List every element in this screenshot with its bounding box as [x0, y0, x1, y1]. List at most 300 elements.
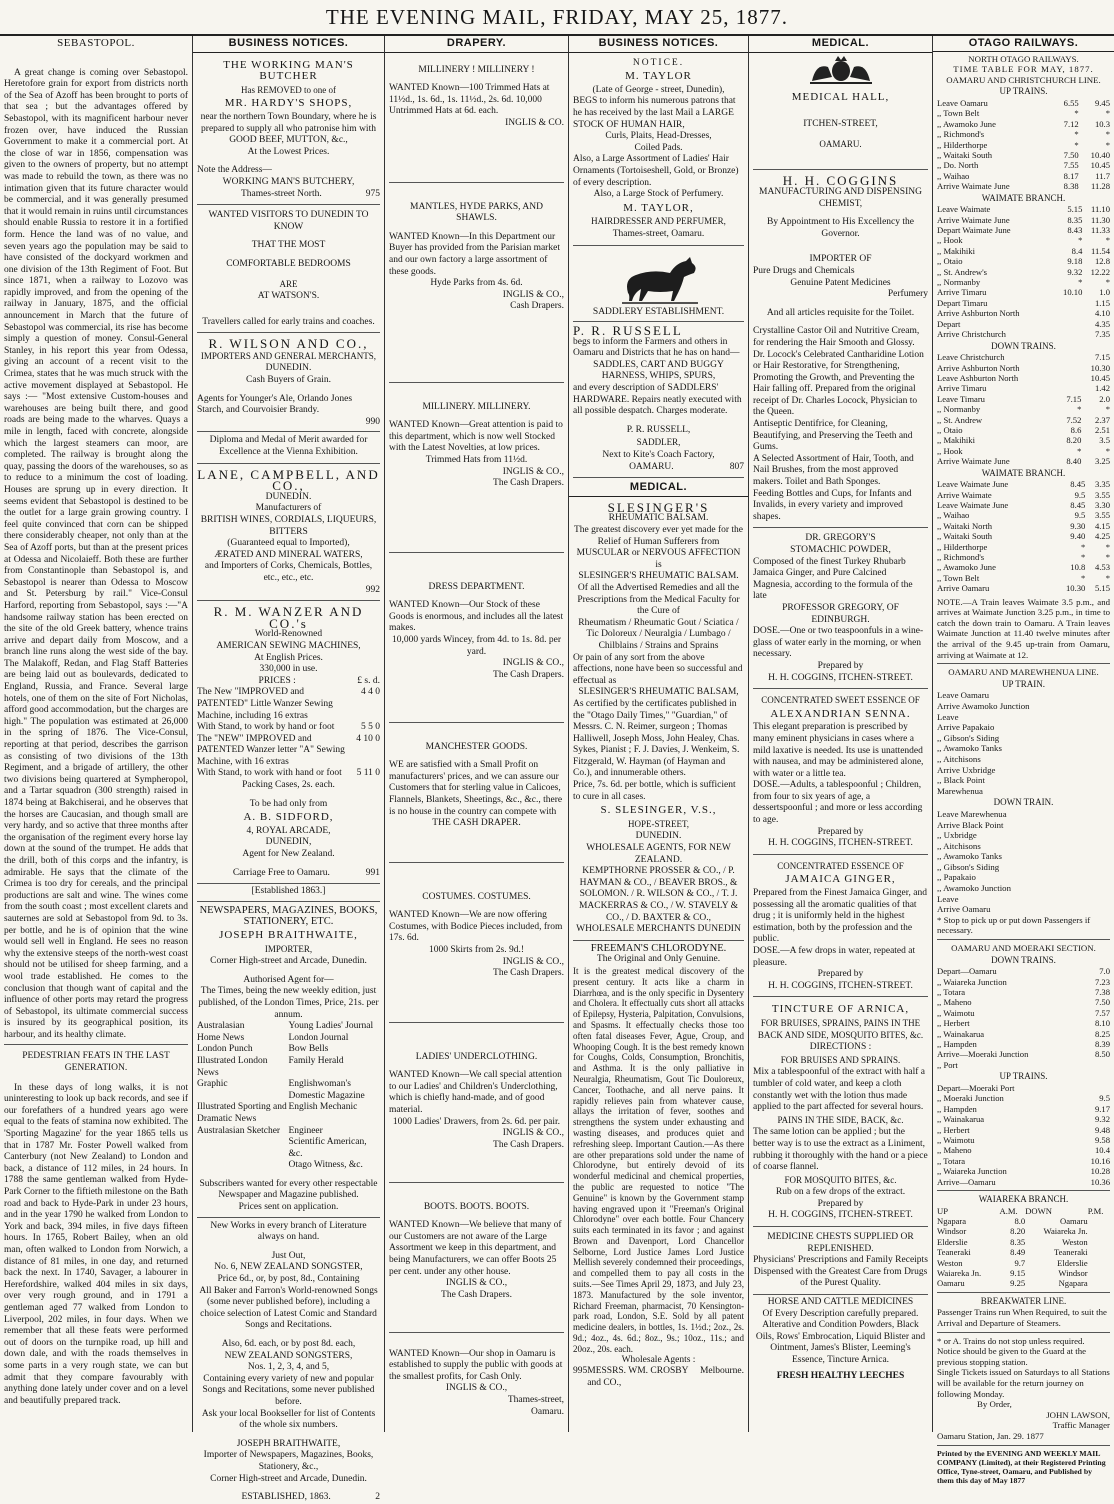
- advert-number: 995: [573, 1366, 588, 1377]
- departure-time: 8.45: [1070, 479, 1086, 490]
- departure-time: *: [1105, 277, 1110, 288]
- station-name: Leave Marewhenua: [937, 808, 1007, 819]
- station-name: Arrive Papakaio: [937, 722, 995, 733]
- advert-line: FOR BRUISES AND SPRAINS.: [780, 1054, 901, 1065]
- advert-body: WANTED Known—100 Trimmed Hats at 11½d., 1s. 6d., 1s. 11½d., 2s. 6d. 10,000 Untrimmed Hats at 6d. each.: [389, 83, 550, 117]
- timetable-row: [937, 1258, 1110, 1268]
- advert-number: 807: [729, 461, 744, 472]
- timetable-row: [937, 108, 1110, 118]
- departure-time: 9.18: [1067, 256, 1083, 267]
- station-name: Arrive—Oamaru: [937, 1176, 996, 1187]
- advert-line: Importer of Newspapers, Magazines, Books, Stationery, &c.,: [203, 1450, 374, 1472]
- advert-line: No. 6, NEW ZEALAND SONGSTER,: [214, 1262, 363, 1273]
- timetable-moeraki-down: [937, 966, 1110, 1070]
- price-value: 5 5 0: [361, 722, 380, 733]
- timetable-row: [937, 150, 1110, 160]
- publication-name: [197, 1137, 289, 1160]
- departure-time: *: [1077, 445, 1082, 456]
- advert-line: PROFESSOR GREGORY, OF EDINBURGH.: [782, 602, 899, 625]
- timetable-section: UP TRAINS.: [999, 86, 1048, 97]
- section-heading: MEDICAL.: [749, 36, 932, 53]
- station-name: ,, Maheno: [937, 997, 972, 1008]
- departure-time: 8.20: [1010, 1226, 1026, 1237]
- station-name: ,, Awamoko Junction: [937, 883, 1011, 894]
- station-name: Leave: [937, 893, 959, 904]
- departure-time: 9.45: [1094, 97, 1110, 108]
- advert-line: Also, 6d. each, or by post 8d. each,: [221, 1339, 356, 1349]
- timetable-row: [937, 98, 1110, 108]
- timetable-signature: By Order,: [977, 1399, 1012, 1410]
- advert-line: Hyde Parks from 4s. 6d.: [430, 278, 523, 289]
- advert-line: New Works in every branch of Literature always on hand.: [210, 1220, 367, 1243]
- advert-line: H. H. COGGINS, ITCHEN-STREET.: [768, 838, 913, 849]
- station-name: ,, Waiareka Junction: [937, 976, 1007, 987]
- masthead-title: THE EVENING MAIL, FRIDAY, MAY 25, 1877.: [325, 5, 789, 29]
- departure-time: *: [1105, 139, 1110, 150]
- article-heading: SEBASTOPOL.: [57, 37, 135, 49]
- article-paragraph: In these days of long walks, it is not uninteresting to look up back records, and see if our forefathers of a hundred years ago were equal to the feats of stamina now exhibited. The 'Sporting Magazine' for the year 1865 tells us that in 1787 Mr. Foster Powell walked from Canterbury (not New Zealand) to London and back, a distance of 112 miles, in 24 hours. In 1788 the same gentleman walked from Hyde-Park Corner to the fiftieth milestone on the Bath road and back to Hyde-Park in under 23 hours, and in the year 1790 he walked from London to York and back, 394 miles, in five days fifteen hours. In 1765, Robert Bailey, when an old man, often walked to London from Norwich, a distance of 81 miles, in one day, and returned back the next. In 1740, Savager, a labourer in Herefordshire, walked 404 miles in six days, over very rough ground, and in 1791 a gentleman aged 77 walked from London to Liverpool, 202 miles, in four days. When we remember that all these feats were performed out of doors on the turnpike road, up hill and down dale, and with the roads themselves in some parts in a very rough state, we can but admit that they compare favourably with anything done lately under cover and on a level and beautifully prepared track.: [4, 1082, 188, 1406]
- station-name: Weston: [937, 1257, 963, 1268]
- advert-line: WHOLESALE MERCHANTS DUNEDIN: [576, 924, 741, 935]
- advert-signature: The Cash Drapers.: [493, 669, 564, 680]
- timetable-moeraki-up: [937, 1083, 1110, 1187]
- column-medical: [749, 36, 932, 1432]
- timetable-section: WAIMATE BRANCH.: [981, 467, 1066, 478]
- advert-title: TINCTURE OF ARNICA,: [771, 1003, 910, 1016]
- departure-time: [1059, 363, 1081, 373]
- timetable-row: [937, 1216, 1110, 1226]
- advert-line: JOSEPH BRAITHWAITE,: [219, 929, 358, 941]
- publication-row: [197, 1160, 380, 1172]
- station-name: Arrive Timaru: [937, 383, 987, 394]
- timetable-row: [937, 181, 1110, 191]
- departure-time: 3.55: [1094, 489, 1110, 500]
- advert-line: Packing Cases, 2s. each.: [242, 780, 335, 791]
- departure-time: *: [1105, 541, 1110, 552]
- advert-line: At English Prices.: [254, 652, 323, 663]
- advert-body: Dr. Locock's Celebrated Cantharidine Lotion or Hair Restorative, for Strengthening, Promoting the Growth, and Preventing the Hair falling off. Prepared from the original receipt of Dr. Charles Locock, Physician to the Queen.: [753, 349, 924, 418]
- advert-list: Rheumatism / Rheumatic Gout / Sciatica / Tic Doloreux / Neuralgia / Lumbago / Chilblains / Strains and Sprains: [578, 617, 739, 651]
- departure-time: 2.37: [1094, 414, 1110, 425]
- advert-coggins: [753, 172, 928, 528]
- advert-body: Price, 7s. 6d. per bottle, which is sufficient to cure in all cases.: [573, 780, 736, 802]
- departure-time: 9.32: [1094, 1114, 1110, 1125]
- timetable-note: Passenger Trains run When Required, to suit the Arrival and Departure of Steamers.: [937, 1307, 1107, 1328]
- advert-line: Price 6d., or, by post, 8d., Containing: [217, 1274, 360, 1285]
- advert-line: Prepared by: [817, 660, 864, 671]
- advert-body: Of Every Description carefully prepared. Alterative and Condition Powders, Black Oils, Rows' Embrocation, Liquid Blister and Ointment, James's Blister, Leeming's Essence, Tincture Arnica.: [755, 1308, 926, 1365]
- timetable-row: [937, 140, 1110, 150]
- advert-body: As certified by the certificates published in the "Otago Daily Times," "Guardian," of Messrs. C. N. Reimer, surgeon ; Thomas Halliwell, Joseph Moss, John Healey, Chas. Sykes, Pianist ; F. J. Davies, J. Wenkeim, S. Fitzgerald, W. Hayman (of Hayman and Co.), and innumerable others.: [573, 698, 740, 779]
- departure-time: [1059, 383, 1081, 393]
- advert-line: NOTICE.: [632, 57, 685, 68]
- advert-title: MEDICINE CHESTS SUPPLIED OR REPLENISHED.: [767, 1232, 914, 1254]
- station-name: ,, St. Andrew: [937, 414, 983, 425]
- advert-line: H. H. COGGINS, ITCHEN-STREET.: [768, 980, 913, 991]
- departure-time: 8.0: [1014, 1215, 1026, 1226]
- station-name: Elderslie: [937, 1236, 968, 1247]
- advert-signature: INGLIS & CO.: [505, 117, 564, 128]
- station-name: ,, Uxbridge: [937, 830, 977, 841]
- departure-time: 8.20: [1066, 435, 1082, 446]
- advert-title: MANCHESTER GOODS.: [425, 741, 528, 752]
- departure-time: [1059, 373, 1081, 383]
- advert-signature: The Cash Drapers.: [493, 1139, 564, 1150]
- departure-time: 9.15: [1010, 1267, 1026, 1278]
- advert-body: WANTED Known—We call special attention to our Ladies' and Children's Underclothing, which is chiefly hand-made, and of good material.: [389, 1070, 562, 1115]
- timetable-row: [937, 446, 1110, 456]
- departure-time: 4.25: [1094, 531, 1110, 542]
- timetable-date: Oamaru Station, Jan. 29. 1877: [937, 1430, 1044, 1441]
- departure-time: *: [1105, 572, 1110, 583]
- advert-line: Authorised Agent for—: [243, 974, 334, 985]
- advert-body: BEGS to inform his numerous patrons that he has received by the last Mail a LARGE STOCK OF HUMAN HAIR,: [573, 96, 736, 130]
- departure-time: 7.52: [1066, 414, 1082, 425]
- station-name: ,, Waihao: [937, 170, 970, 181]
- advert-body: Crystalline Castor Oil and Nutritive Cream, for rendering the Hair Smooth and Glossy.: [753, 326, 920, 348]
- column-header: P.M.: [1087, 1205, 1104, 1216]
- departure-time: *: [1105, 235, 1110, 246]
- station-name: Arrive Waimate: [937, 489, 992, 500]
- column-business-notices-2: [569, 36, 748, 1432]
- column-header: DOWN: [1025, 1205, 1052, 1216]
- departure-time: 8.6: [1070, 424, 1082, 435]
- advert-line: Note the Address—: [197, 165, 272, 176]
- column-drapery: [385, 36, 568, 1432]
- timetable-row: [937, 287, 1110, 297]
- publication-name: Bow Bells: [288, 1044, 329, 1055]
- advert-costumes: [389, 865, 564, 1023]
- timetable-waiareka-branch: [937, 1206, 1110, 1289]
- advert-line: DUNEDIN,: [265, 837, 312, 848]
- station-name: ,, Black Point: [937, 775, 985, 786]
- departure-time: 7.15: [1094, 352, 1110, 363]
- publication-row: [197, 1126, 380, 1138]
- advert-line: IMPORTERS AND GENERAL MERCHANTS,: [200, 350, 377, 361]
- advert-body: Composed of the finest Turkey Rhubarb Jamaica Ginger, and Pure Calcined Magnesia, according to the formula of the late: [753, 556, 913, 602]
- departure-time: 11.33: [1090, 225, 1110, 236]
- station-name: Teaneraki: [937, 1247, 971, 1258]
- timetable-row: [937, 1247, 1110, 1257]
- departure-time: 8.49: [1010, 1247, 1026, 1258]
- price-item: The New "IMPROVED and PATENTED" Little Wanzer Sewing Machine, including 16 extras: [197, 687, 333, 721]
- advert-body: WANTED Known—We believe that many of our Customers are not aware of the Large Assortment we keep in this department, and being Manufacturers, we can offer Boots 25 per cent. under any other house.: [389, 1220, 562, 1277]
- publication-name: Illustrated London News: [197, 1055, 268, 1078]
- advert-gregory: [753, 530, 928, 689]
- departure-time: 8.10: [1094, 1018, 1110, 1029]
- departure-time: *: [1081, 541, 1086, 552]
- advert-line: JOSEPH BRAITHWAITE,: [236, 1438, 341, 1449]
- station-name: ,, Waiareka Junction: [937, 1166, 1007, 1177]
- station-name: Leave: [937, 711, 959, 722]
- advert-signature: INGLIS & CO.,: [502, 956, 564, 967]
- departure-time: *: [1074, 129, 1079, 140]
- advert-title: FREEMAN'S CHLORODYNE.: [590, 942, 727, 954]
- timetable-section: DOWN TRAINS.: [991, 954, 1056, 965]
- timetable-row: [937, 277, 1110, 287]
- timetable-row: [937, 1104, 1110, 1114]
- advert-line: 330,000 in use.: [259, 664, 318, 675]
- departure-time: 9.58: [1094, 1134, 1110, 1145]
- timetable-row: [937, 435, 1110, 445]
- publication-name: Scientific American, &c.: [288, 1137, 367, 1159]
- price-item: With Stand, to work with hand or foot: [197, 768, 342, 779]
- advert-number: 2: [375, 1492, 380, 1503]
- advert-line: PAINS IN THE SIDE, BACK, &c.: [777, 1114, 904, 1125]
- advert-horse-cattle: [753, 1297, 928, 1382]
- timetable-stations: [937, 809, 1110, 915]
- timetable-row: [937, 521, 1110, 531]
- advert-body: Feeding Bottles and Cups, for Infants and Invalids, in every variety and improved shapes.: [753, 488, 912, 522]
- advert-underclothing: [389, 1025, 564, 1183]
- departure-time: 9.5: [1074, 510, 1086, 521]
- departure-time: [1055, 308, 1083, 318]
- advert-line: ESTABLISHED, 1863.: [241, 1492, 331, 1503]
- advert-medicine-chests: [753, 1229, 928, 1295]
- departure-time: *: [1105, 404, 1110, 415]
- departure-time: Weston: [1062, 1236, 1088, 1247]
- section-heading: BUSINESS NOTICES.: [569, 36, 748, 53]
- advert-line: SLESINGER'S RHEUMATIC BALSAM,: [578, 687, 739, 698]
- advert-line: THAT THE MOST: [251, 240, 326, 251]
- departure-time: 8.4: [1071, 245, 1083, 256]
- advert-line: ÆRATED AND MINERAL WATERS,: [214, 549, 363, 560]
- station-name: ,, Waitaki North: [937, 520, 992, 531]
- station-name: Arrive Ashburton North: [937, 362, 1020, 373]
- station-name: Arrive Oamaru: [937, 904, 991, 915]
- masthead: [0, 0, 1114, 36]
- advert-line: Wholesale Agents :: [621, 1354, 696, 1365]
- departure-time: 10.4: [1094, 1145, 1110, 1156]
- timetable-row: [937, 531, 1110, 541]
- departure-time: Teaneraki: [1053, 1247, 1088, 1258]
- timetable-section: WAIMATE BRANCH.: [981, 192, 1066, 203]
- departure-time: *: [1105, 108, 1110, 119]
- departure-time: 4.53: [1094, 562, 1110, 573]
- timetable-title: NORTH OTAGO RAILWAYS.: [968, 53, 1079, 64]
- timetable-waimate-branch: [937, 204, 1110, 339]
- departure-time: 5.15: [1067, 204, 1083, 215]
- departure-time: 2.51: [1094, 424, 1110, 435]
- advert-signature: The Cash Drapers.: [493, 478, 564, 489]
- advert-line: Corner High-street and Arcade, Dunedin.: [210, 1473, 367, 1484]
- publication-name: London Punch: [197, 1044, 253, 1055]
- advert-line: HAIRDRESSER AND PERFUMER,: [591, 216, 726, 227]
- timetable-note: * Stop to pick up or put down Passengers if necessary.: [937, 914, 1091, 936]
- departure-time: [1088, 1247, 1110, 1257]
- departure-time: 8.50: [1094, 1049, 1110, 1060]
- station-name: Arrive Oamaru: [937, 583, 990, 594]
- station-name: Marewhenua: [937, 785, 983, 796]
- station-name: ,, Waitaki South: [937, 150, 993, 160]
- timetable-row: [937, 456, 1110, 466]
- station-name: Depart Timaru: [937, 297, 988, 308]
- timetable-subtitle: TIME TABLE FOR MAY, 1877.: [953, 64, 1094, 75]
- station-name: Waiareka Jn.: [937, 1267, 982, 1278]
- advert-body: Agents for Younger's Ale, Orlando Jones Starch, and Courvoisier Brandy.: [197, 393, 353, 416]
- station-name: ,, Awamoko June: [937, 562, 996, 573]
- advert-body: DOSE.—Adults, a tablespoonful ; Children, from four to six years of age, a dessertspoonful ; and more or less according to age.: [753, 780, 923, 826]
- advert-line: MANUFACTURING AND DISPENSING CHEMIST,: [759, 186, 922, 209]
- advert-line: IMPORTER OF: [809, 254, 872, 265]
- advert-line: P. R. RUSSELL: [573, 323, 683, 339]
- publication-name: Engineer: [288, 1125, 323, 1136]
- departure-time: [1088, 1237, 1110, 1247]
- advert-line: IMPORTER,: [264, 943, 313, 954]
- departure-time: 5.15: [1094, 583, 1110, 594]
- timetable-waimate-branch-2: [937, 479, 1110, 593]
- advert-line: and Importers of Corks, Chemicals, Bottles, etc., etc., etc.: [204, 561, 373, 583]
- station-name: ,, Totara: [937, 1155, 966, 1166]
- timetable-row: [937, 583, 1110, 593]
- departure-time: [1088, 1216, 1110, 1226]
- departure-time: *: [1105, 552, 1110, 562]
- station-name: ,, Maheno: [937, 1145, 972, 1156]
- departure-time: 7.55: [1063, 160, 1079, 171]
- departure-time: 9.30: [1070, 520, 1086, 531]
- advert-ginger: [753, 857, 928, 998]
- advert-medical-hall: [753, 87, 928, 171]
- column-header: UP: [937, 1205, 948, 1216]
- station-name: ,, Wainakarua: [937, 1028, 985, 1039]
- departure-time: 4.15: [1094, 520, 1110, 531]
- publication-name: Australasian Sketcher: [197, 1125, 281, 1136]
- advert-signature: The Cash Drapers.: [441, 1289, 512, 1300]
- timetable-row: [937, 500, 1110, 510]
- station-name: Depart—Oamaru: [937, 966, 997, 977]
- advert-body: Ask your local Bookseller for list of Contents of the whole six numbers.: [201, 1408, 376, 1431]
- advert-millinery: [389, 55, 564, 183]
- advert-line: Cash Buyers of Grain.: [246, 375, 331, 386]
- advert-list: KEMPTHORNE PROSSER & CO., / P. HAYMAN & CO., / BEAVER BROS., & SOLOMON. / R. WILSON & CO., / T. J. MACKERRAS & CO., / W. STAVELY & CO., / D. BAXTER & CO.,: [578, 866, 739, 923]
- station-name: Leave Ashburton North: [937, 372, 1019, 383]
- departure-time: 8.39: [1094, 1039, 1110, 1050]
- departure-time: 7.15: [1066, 393, 1082, 404]
- departure-time: 7.38: [1094, 987, 1110, 998]
- advert-line: Manufacturers of: [255, 503, 322, 514]
- timetable-row: [937, 1145, 1110, 1155]
- advert-line: A. B. SIDFORD,: [243, 811, 334, 824]
- departure-time: 10.10: [1063, 287, 1083, 298]
- departure-time: 12.8: [1094, 256, 1110, 267]
- advert-line: And all articles requisite for the Toilet.: [766, 307, 915, 318]
- advert-line: The Original and Only Genuine.: [596, 954, 721, 965]
- advert-body: Rub on a few drops of the extract.: [775, 1187, 906, 1198]
- timetable-row: [937, 1060, 1110, 1070]
- advert-freeman: [573, 943, 744, 1390]
- advert-line: CONCENTRATED SWEET ESSENCE OF: [761, 695, 920, 706]
- publication-name: [197, 1160, 289, 1172]
- advert-number: 975: [365, 188, 380, 199]
- station-name: Leave Timaru: [937, 393, 985, 404]
- publication-name: English Mechanic: [288, 1102, 358, 1113]
- section-heading: BUSINESS NOTICES.: [193, 36, 384, 53]
- timetable-row: [937, 160, 1110, 170]
- departure-time: 10.40: [1090, 150, 1110, 160]
- advert-boots: [389, 1185, 564, 1333]
- section-heading: OTAGO RAILWAYS.: [933, 36, 1114, 52]
- timetable-row: [937, 1018, 1110, 1028]
- advert-line: DUNEDIN.: [265, 491, 312, 502]
- advert-title: WANTED VISITORS TO DUNEDIN TO KNOW: [208, 210, 369, 232]
- station-name: ,, Hook: [937, 235, 963, 246]
- station-name: Oamaru: [937, 1278, 965, 1289]
- advert-body: A Selected Assortment of Hair, Tooth, and Nail Brushes, from the most approved makers. Toilet and Bath Sponges.: [753, 453, 914, 488]
- advert-body: Or pain of any sort from the above affections, none have been so successful and effectual as: [573, 652, 743, 686]
- advert-line: CONCENTRATED ESSENCE OF: [777, 860, 904, 871]
- timetable-row: [937, 1177, 1110, 1187]
- departure-time: Ngapara: [1058, 1278, 1088, 1289]
- publication-name: Graphic: [197, 1079, 228, 1090]
- column-header: A.M.: [999, 1205, 1018, 1216]
- timetable-line-name: OAMARU AND MOERAKI SECTION.: [951, 943, 1096, 954]
- advert-line: H. H. COGGINS, ITCHEN-STREET.: [768, 672, 913, 683]
- advert-title: MILLINERY ! MILLINERY !: [418, 64, 535, 75]
- advert-signature: INGLIS & CO.,: [445, 1278, 508, 1289]
- price-item: The "NEW" IMPROVED and PATENTED Wanzer letter "A" Sewing Machine, with 16 extras: [197, 733, 345, 767]
- column-railways: [933, 36, 1114, 1485]
- departure-time: 7.35: [1094, 329, 1110, 340]
- advert-title: COSTUMES. COSTUMES.: [422, 891, 531, 902]
- departure-time: 9.5: [1074, 489, 1086, 500]
- station-name: ,, Hook: [937, 445, 963, 456]
- timetable-stations: [937, 690, 1110, 796]
- advert-body: and every description of SADDLERS' HARDWARE. Repairs neatly executed with all possible despatch. Charges moderate.: [573, 383, 742, 417]
- timetable-row: [937, 1008, 1110, 1018]
- timetable-line-name: OAMARU AND MAREWHENUA LINE.: [948, 667, 1099, 678]
- advert-arnica: [753, 999, 928, 1227]
- station-name: Depart Waimate June: [937, 225, 1011, 236]
- station-name: ,, Hampden: [937, 1103, 977, 1114]
- timetable-row: [937, 490, 1110, 500]
- timetable-section: DOWN TRAIN.: [993, 797, 1054, 808]
- departure-time: 3.5: [1099, 435, 1110, 446]
- departure-time: 11.54: [1090, 245, 1110, 256]
- printer-imprint: Printed by the EVENING AND WEEKLY MAIL COMPANY (Limited), at their Registered Printing Office, Tyne-street, Oamaru, and Published by them this day of May 1877: [937, 1448, 1106, 1485]
- advert-line: FRESH HEALTHY LEECHES: [776, 1370, 905, 1381]
- timetable-row: [937, 373, 1110, 383]
- departure-time: [1055, 329, 1083, 339]
- departure-time: *: [1077, 404, 1082, 415]
- station-name: ,, Papakaio: [937, 872, 976, 883]
- advert-line: MESSRS. WM. CROSBY and CO.,: [587, 1366, 689, 1388]
- timetable-row: [937, 298, 1110, 308]
- departure-time: 1.15: [1094, 297, 1110, 308]
- departure-time: 11.10: [1090, 204, 1110, 215]
- advert-lane-campbell: [197, 466, 380, 602]
- advert-line: [Established 1863.]: [251, 886, 326, 897]
- timetable-row: [937, 352, 1110, 362]
- advert-signature: INGLIS & CO.,: [502, 466, 564, 477]
- station-name: ,, St. Andrew's: [937, 266, 988, 277]
- advert-line: Thames-street, Oamaru.: [612, 228, 705, 239]
- advert-butcher: [197, 55, 380, 206]
- departure-time: *: [1078, 235, 1083, 246]
- departure-time: 1.42: [1094, 383, 1110, 394]
- timetable-row: [937, 1039, 1110, 1049]
- advert-body: Antiseptic Dentifrice, for Cleaning, Beautifying, and Preserving the Teeth and Gums.: [753, 419, 913, 453]
- timetable-signature: Traffic Manager: [1052, 1420, 1110, 1431]
- departure-time: 3.25: [1094, 456, 1110, 467]
- departure-time: 8.43: [1067, 225, 1083, 236]
- station-name: Windsor: [937, 1226, 967, 1237]
- advert-line: 1000 Skirts from 2s. 9d.!: [429, 944, 524, 955]
- timetable-row: [937, 319, 1110, 329]
- advert-number: 990: [365, 416, 380, 427]
- timetable-row: [937, 562, 1110, 572]
- advert-line: Prepared by: [817, 826, 864, 837]
- departure-time: 10.3: [1094, 118, 1110, 129]
